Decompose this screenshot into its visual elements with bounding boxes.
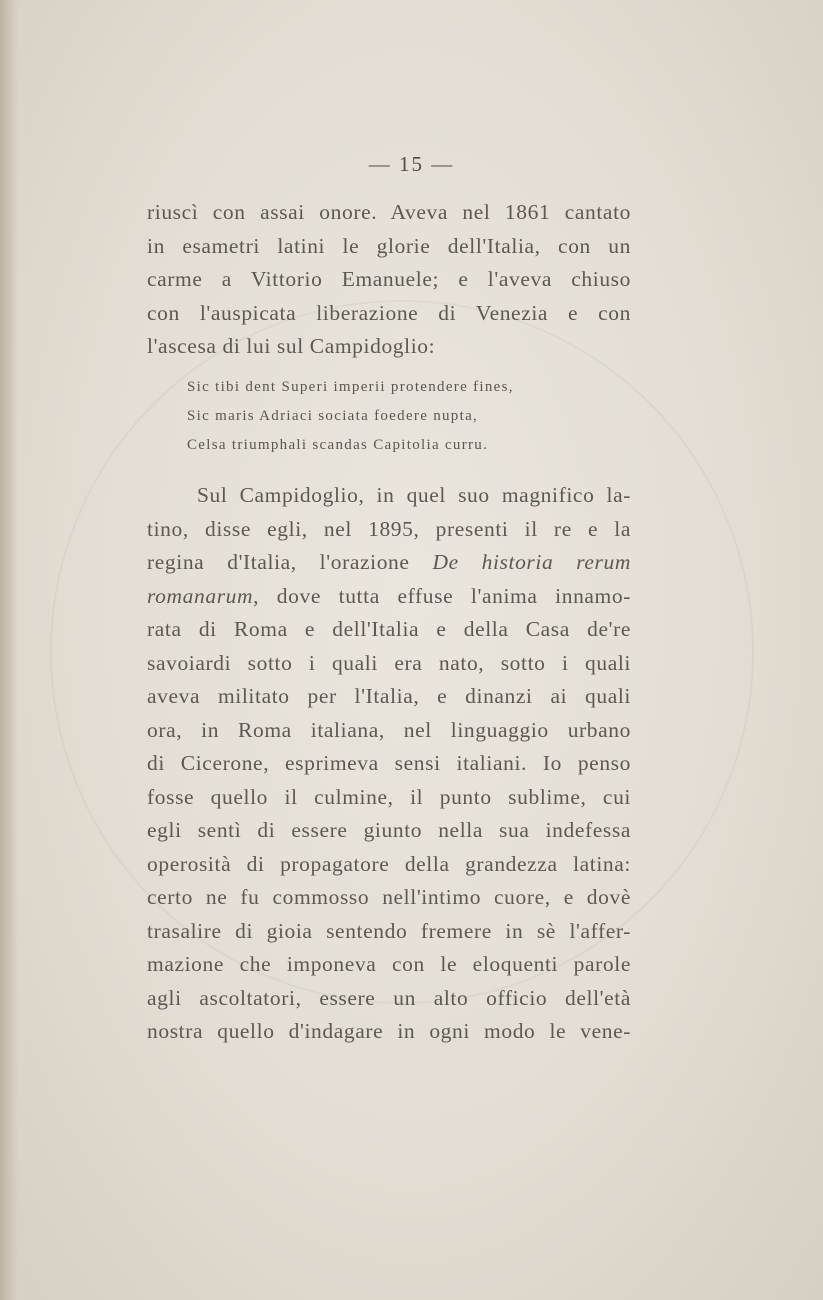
work-title-italic: romanarum	[147, 583, 254, 608]
page-edge-shadow	[0, 0, 18, 1300]
latin-quotation	[187, 373, 514, 460]
quote-line: Celsa triumphali scandas Capitolia curru.	[187, 437, 489, 453]
text-line	[147, 580, 631, 614]
text-line: Sul Campidoglio, in quel suo magnifico la-	[197, 483, 631, 507]
text-line: mazione che imponeva con le eloquenti parole	[147, 952, 631, 976]
paragraph-2	[147, 479, 631, 1049]
text-line: nostra quello d'indagare in ogni modo le vene-	[147, 1019, 631, 1043]
text-line: tino, disse egli, nel 1895, presenti il re e la	[147, 516, 631, 541]
text-line: certo ne fu commosso nell'intimo cuore, e dovè	[147, 885, 631, 909]
text-line: savoiardi sotto i quali era nato, sotto i quali	[147, 650, 631, 675]
text-line: fosse quello il culmine, il punto sublime, cui	[147, 784, 631, 809]
work-title-italic: De historia rerum	[432, 550, 631, 574]
text-line: operosità di propagatore della grandezza latina:	[147, 851, 631, 876]
text-line: rata di Roma e dell'Italia e della Casa de're	[147, 617, 631, 641]
text-line: l'ascesa di lui sul Campidoglio:	[147, 334, 436, 358]
text-line: agli ascoltatori, essere un alto officio dell'età	[147, 985, 631, 1010]
quote-line: Sic maris Adriaci sociata foedere nupta,	[187, 408, 479, 424]
paragraph-1	[147, 196, 631, 364]
text-line: in esametri latini le glorie dell'Italia, con un	[147, 233, 631, 258]
text-line: con l'auspicata liberazione di Venezia e con	[147, 300, 631, 325]
text-line	[147, 546, 631, 580]
text-line: egli sentì di essere giunto nella sua indefessa	[147, 818, 631, 842]
text-segment: regina d'Italia, l'orazione	[147, 550, 410, 574]
text-line: carme a Vittorio Emanuele; e l'aveva chiuso	[147, 267, 631, 291]
quote-line: Sic tibi dent Superi imperii protendere fines,	[187, 379, 514, 395]
text-line: aveva militato per l'Italia, e dinanzi ai quali	[147, 684, 631, 708]
text-segment: , dove tutta effuse l'anima innamo-	[253, 583, 631, 608]
text-line: riuscì con assai onore. Aveva nel 1861 cantato	[147, 200, 631, 224]
text-line: ora, in Roma italiana, nel linguaggio urbano	[147, 717, 631, 742]
text-line: trasalire di gioia sentendo fremere in sè l'affer-	[147, 918, 631, 943]
text-line: di Cicerone, esprimeva sensi italiani. Io penso	[147, 751, 631, 775]
page-number: — 15 —	[368, 152, 455, 176]
